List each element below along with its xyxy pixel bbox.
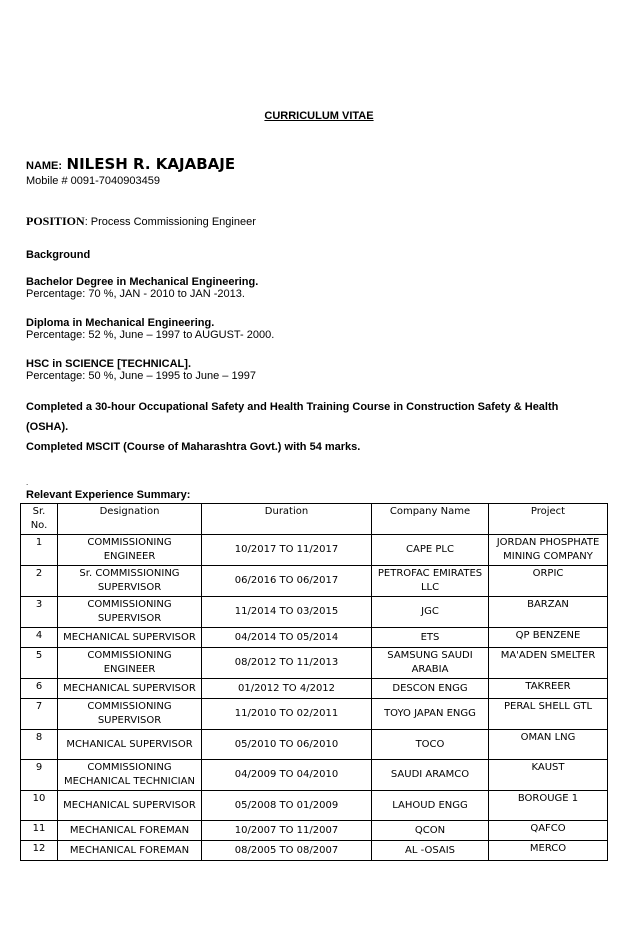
cell-duration: 04/2009 TO 04/2010 bbox=[202, 760, 372, 791]
cell-designation: MECHANICAL SUPERVISOR bbox=[58, 791, 202, 821]
header-project: Project bbox=[489, 504, 608, 535]
cell-designation: MCHANICAL SUPERVISOR bbox=[58, 730, 202, 760]
name-label: NAME: bbox=[26, 160, 63, 172]
header-company: Company Name bbox=[372, 504, 489, 535]
name-line bbox=[26, 155, 235, 174]
cv-title: CURRICULUM VITAE bbox=[264, 110, 374, 122]
cell-project: JORDAN PHOSPHATE MINING COMPANY bbox=[489, 535, 608, 566]
cell-sr-no: 12 bbox=[21, 841, 58, 861]
cell-project: BARZAN bbox=[489, 597, 608, 628]
cell-company: CAPE PLC bbox=[372, 535, 489, 566]
position-value: : Process Commissioning Engineer bbox=[84, 216, 256, 228]
cell-company: JGC bbox=[372, 597, 489, 628]
education-detail: Percentage: 70 %, JAN - 2010 to JAN -2013. bbox=[26, 288, 245, 300]
cell-designation: Sr. COMMISSIONING SUPERVISOR bbox=[58, 566, 202, 597]
table-row bbox=[21, 791, 608, 821]
cell-duration: 10/2017 TO 11/2017 bbox=[202, 535, 372, 566]
table-row bbox=[21, 535, 608, 566]
table-row bbox=[21, 648, 608, 679]
cell-project: PERAL SHELL GTL bbox=[489, 699, 608, 730]
cell-sr-no: 3 bbox=[21, 597, 58, 628]
table-row bbox=[21, 730, 608, 760]
position-line bbox=[26, 214, 256, 229]
cell-designation: MECHANICAL FOREMAN bbox=[58, 841, 202, 861]
cell-company: DESCON ENGG bbox=[372, 679, 489, 699]
background-heading: Background bbox=[26, 249, 91, 261]
candidate-name: NILESH R. KAJABAJE bbox=[66, 155, 236, 173]
cell-project: BOROUGE 1 bbox=[489, 791, 608, 821]
cell-sr-no: 11 bbox=[21, 821, 58, 841]
table-row bbox=[21, 841, 608, 861]
cell-duration: 08/2005 TO 08/2007 bbox=[202, 841, 372, 861]
cell-company: TOCO bbox=[372, 730, 489, 760]
cell-designation: MECHANICAL FOREMAN bbox=[58, 821, 202, 841]
education-title: HSC in SCIENCE [TECHNICAL]. bbox=[26, 358, 191, 370]
cell-duration: 11/2014 TO 03/2015 bbox=[202, 597, 372, 628]
cell-duration: 10/2007 TO 11/2007 bbox=[202, 821, 372, 841]
cell-company: SAMSUNG SAUDI ARABIA bbox=[372, 648, 489, 679]
mobile-number: Mobile # 0091-7040903459 bbox=[26, 175, 160, 187]
education-item bbox=[26, 276, 258, 300]
education-title: Bachelor Degree in Mechanical Engineering. bbox=[26, 276, 259, 288]
experience-table bbox=[20, 503, 608, 861]
experience-heading: Relevant Experience Summary: bbox=[26, 489, 191, 501]
cell-duration: 05/2010 TO 06/2010 bbox=[202, 730, 372, 760]
cell-duration: 11/2010 TO 02/2011 bbox=[202, 699, 372, 730]
education-detail: Percentage: 50 %, June – 1995 to June – 1997 bbox=[26, 370, 256, 382]
cell-duration: 06/2016 TO 06/2017 bbox=[202, 566, 372, 597]
cell-designation: COMMISSIONING ENGINEER bbox=[58, 648, 202, 679]
cell-project: QP BENZENE bbox=[489, 628, 608, 648]
cell-designation: MECHANICAL SUPERVISOR bbox=[58, 679, 202, 699]
cell-company: LAHOUD ENGG bbox=[372, 791, 489, 821]
cell-company: AL -OSAIS bbox=[372, 841, 489, 861]
cell-duration: 04/2014 TO 05/2014 bbox=[202, 628, 372, 648]
header-designation: Designation bbox=[58, 504, 202, 535]
cell-project: MERCO bbox=[489, 841, 608, 861]
cell-duration: 05/2008 TO 01/2009 bbox=[202, 791, 372, 821]
stray-dot: . bbox=[26, 478, 29, 487]
cell-designation: COMMISSIONING SUPERVISOR bbox=[58, 597, 202, 628]
cell-company: PETROFAC EMIRATES LLC bbox=[372, 566, 489, 597]
cell-duration: 08/2012 TO 11/2013 bbox=[202, 648, 372, 679]
cell-designation: MECHANICAL SUPERVISOR bbox=[58, 628, 202, 648]
table-row bbox=[21, 699, 608, 730]
table-row bbox=[21, 760, 608, 791]
education-item bbox=[26, 358, 256, 382]
position-label: POSITION bbox=[26, 214, 85, 228]
table-row bbox=[21, 628, 608, 648]
header-duration: Duration bbox=[202, 504, 372, 535]
mscit-course: Completed MSCIT (Course of Maharashtra Govt.) with 54 marks. bbox=[26, 441, 361, 453]
osha-course-line-2: (OSHA). bbox=[26, 421, 69, 433]
education-item bbox=[26, 317, 274, 341]
cell-project: ORPIC bbox=[489, 566, 608, 597]
cell-designation: COMMISSIONING ENGINEER bbox=[58, 535, 202, 566]
cell-company: QCON bbox=[372, 821, 489, 841]
cell-designation: COMMISSIONING MECHANICAL TECHNICIAN bbox=[58, 760, 202, 791]
table-row bbox=[21, 566, 608, 597]
cell-project: QAFCO bbox=[489, 821, 608, 841]
table-row bbox=[21, 679, 608, 699]
cell-sr-no: 7 bbox=[21, 699, 58, 730]
table-row bbox=[21, 821, 608, 841]
cell-sr-no: 6 bbox=[21, 679, 58, 699]
cell-sr-no: 5 bbox=[21, 648, 58, 679]
cell-company: TOYO JAPAN ENGG bbox=[372, 699, 489, 730]
cell-sr-no: 8 bbox=[21, 730, 58, 760]
education-detail: Percentage: 52 %, June – 1997 to AUGUST- 2000. bbox=[26, 329, 275, 341]
cell-designation: COMMISSIONING SUPERVISOR bbox=[58, 699, 202, 730]
cell-project: KAUST bbox=[489, 760, 608, 791]
osha-course-line-1: Completed a 30-hour Occupational Safety and Health Training Course in Construction Safety & Health bbox=[26, 401, 559, 413]
cell-sr-no: 2 bbox=[21, 566, 58, 597]
cell-company: ETS bbox=[372, 628, 489, 648]
education-title: Diploma in Mechanical Engineering. bbox=[26, 317, 215, 329]
cell-sr-no: 4 bbox=[21, 628, 58, 648]
cell-sr-no: 9 bbox=[21, 760, 58, 791]
cell-project: MA'ADEN SMELTER bbox=[489, 648, 608, 679]
cell-project: OMAN LNG bbox=[489, 730, 608, 760]
cell-sr-no: 1 bbox=[21, 535, 58, 566]
header-sr-no: Sr. No. bbox=[21, 504, 58, 535]
table-row bbox=[21, 597, 608, 628]
cell-project: TAKREER bbox=[489, 679, 608, 699]
cell-duration: 01/2012 TO 4/2012 bbox=[202, 679, 372, 699]
cell-company: SAUDI ARAMCO bbox=[372, 760, 489, 791]
cell-sr-no: 10 bbox=[21, 791, 58, 821]
table-header-row bbox=[21, 504, 608, 535]
